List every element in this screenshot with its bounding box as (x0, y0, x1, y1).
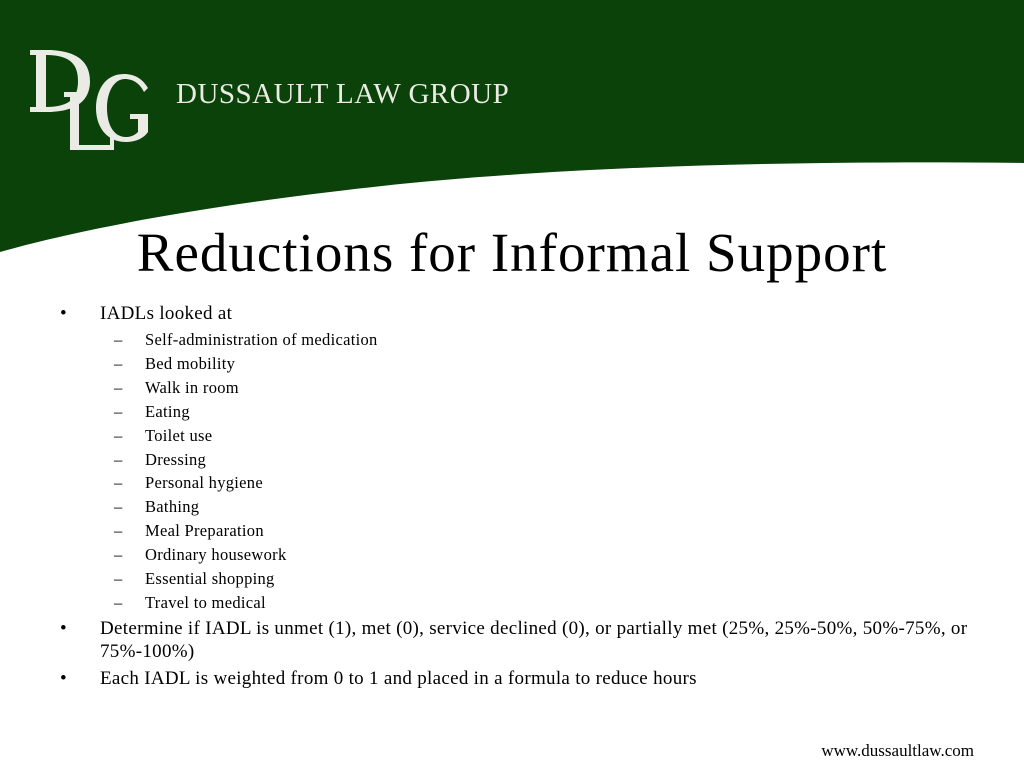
bullet-marker: • (60, 303, 67, 324)
dash-marker: – (114, 449, 123, 469)
list-item (56, 400, 976, 424)
bullet-marker: • (60, 667, 67, 689)
dash-marker: – (114, 473, 123, 493)
list-item-text: Toilet use (145, 425, 213, 445)
footer-url: www.dussaultlaw.com (821, 741, 974, 760)
dash-marker: – (114, 569, 123, 589)
list-item (56, 471, 976, 495)
list-item (56, 376, 976, 400)
list-item-text: Dressing (145, 449, 207, 469)
list-item (56, 519, 976, 543)
iadl-list (56, 328, 976, 615)
bullet-text: Determine if IADL is unmet (1), met (0), service declined (0), or partially met (25%, 25%-50%, 50%-75%, or 75%-100%) (100, 617, 968, 662)
list-item (56, 567, 976, 591)
list-item (56, 448, 976, 472)
bullet-item (56, 302, 976, 325)
slide-body (56, 300, 976, 690)
list-item-text: Personal hygiene (145, 473, 263, 493)
list-item-text: Travel to medical (145, 592, 266, 612)
list-item-text: Meal Preparation (145, 521, 264, 541)
dash-marker: – (114, 377, 123, 397)
list-item-text: Ordinary housework (145, 545, 287, 565)
dash-marker: – (114, 592, 123, 612)
dash-marker: – (114, 425, 123, 445)
list-item-text: Bathing (145, 497, 200, 517)
list-item (56, 495, 976, 519)
list-item-text: Bed mobility (145, 353, 236, 373)
bullet-text: IADLs looked at (100, 303, 233, 324)
list-item-text: Walk in room (145, 377, 239, 397)
bullet-item (56, 617, 976, 663)
bullet-text: Each IADL is weighted from 0 to 1 and placed in a formula to reduce hours (100, 667, 697, 689)
list-item-text: Eating (145, 401, 190, 421)
dash-marker: – (114, 353, 123, 373)
list-item (56, 424, 976, 448)
list-item-text: Self-administration of medication (145, 330, 378, 349)
dash-marker: – (114, 545, 123, 565)
bullet-marker: • (60, 617, 67, 639)
list-item (56, 543, 976, 567)
bullet-item (56, 667, 976, 690)
firm-name: DUSSAULT LAW GROUP (176, 78, 510, 110)
list-item (56, 352, 976, 376)
dash-marker: – (114, 401, 123, 421)
dash-marker: – (114, 330, 123, 349)
dash-marker: – (114, 521, 123, 541)
list-item (56, 328, 976, 352)
list-item (56, 591, 976, 615)
dash-marker: – (114, 497, 123, 517)
firm-logo (30, 44, 154, 156)
list-item-text: Essential shopping (145, 569, 275, 589)
slide-title: Reductions for Informal Support (136, 222, 888, 283)
